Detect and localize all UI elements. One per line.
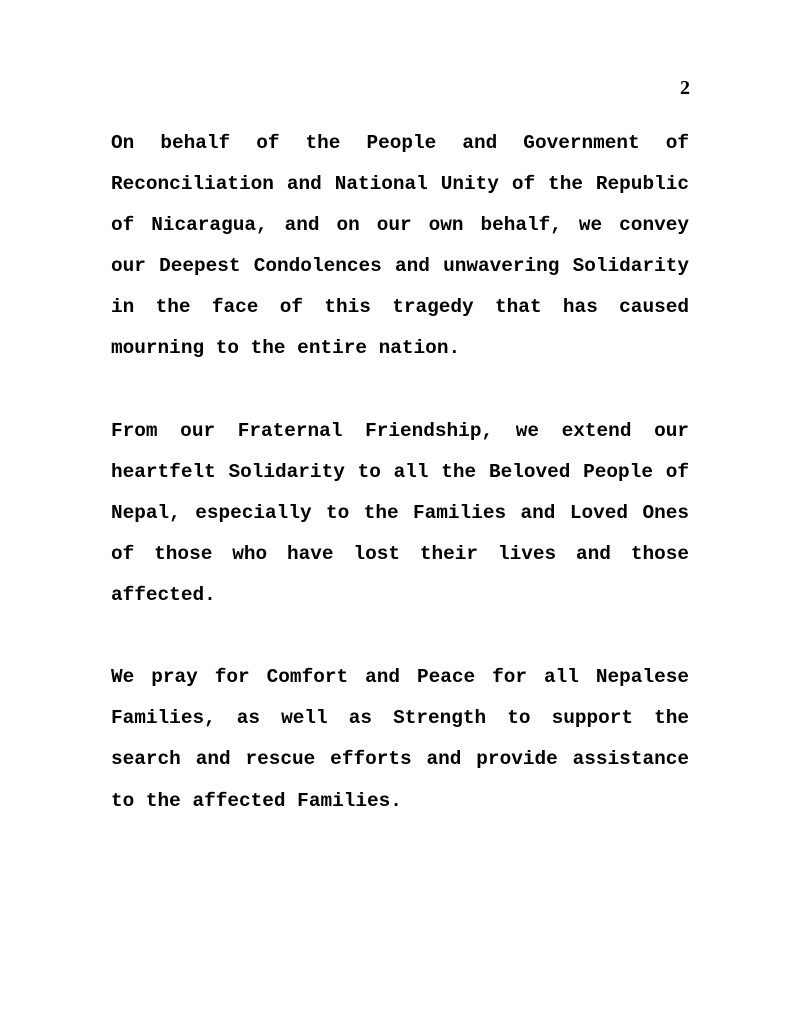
paragraph-condolences: On behalf of the People and Government of Reconciliation and National Unity of the Republic of Nicaragua, and on our own behalf, we convey our Deepest Condolences and unwavering Solidarity in the face of this tragedy that has caused mourning to the entire nation. xyxy=(111,132,689,360)
paragraph-solidarity: From our Fraternal Friendship, we extend our heartfelt Solidarity to all the Beloved People of Nepal, especially to the Families and Loved Ones of those who have lost their lives and those affected. xyxy=(111,419,689,607)
paragraph-prayer: We pray for Comfort and Peace for all Nepalese Families, as well as Strength to support the search and rescue efforts and provide assistance to the affected Families. xyxy=(111,666,689,812)
letter-body xyxy=(111,123,689,863)
page-number: 2 xyxy=(680,77,690,99)
